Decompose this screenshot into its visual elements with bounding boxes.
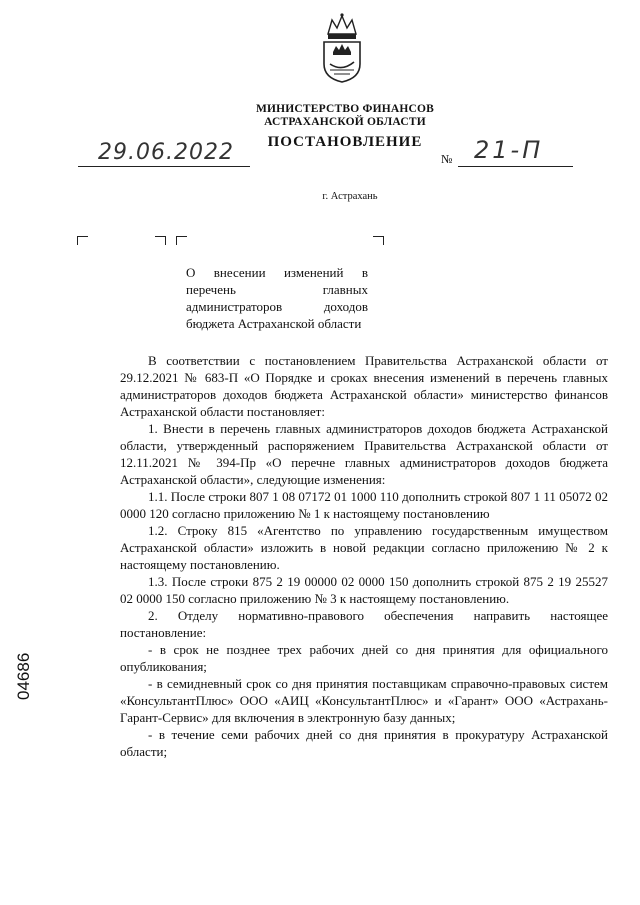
clause-1-1: 1.1. После строки 807 1 08 07172 01 1000 110 дополнить строкой 807 1 11 05072 02 0000 120 согласно приложению № 1 к настоящему постановлению xyxy=(120,489,608,521)
issuing-authority xyxy=(230,103,460,129)
clause-2-item-3: - в течение семи рабочих дней со дня принятия в прокуратуру Астраханской области; xyxy=(120,727,608,759)
document-number: 21-П xyxy=(474,136,544,164)
subject-bracket-top-left-2 xyxy=(176,236,187,245)
preamble-paragraph: В соответствии с постановлением Правительства Астраханской области от 29.12.2021 № 683-П «О Порядке и сроках внесения изменений в перечень главных администраторов доходов бюджета Астраханской области» министерство финансов Астраханской области постановляет: xyxy=(120,353,608,419)
clause-2: 2. Отделу нормативно-правового обеспечения направить настоящее постановление: xyxy=(120,608,608,640)
document-subject: О внесении изменений в перечень главных администраторов доходов бюджета Астраханской области xyxy=(186,265,368,331)
number-underline xyxy=(458,166,573,167)
clause-1: 1. Внести в перечень главных администраторов доходов бюджета Астраханской области, утвержденный распоряжением Правительства Астраханской области от 12.11.2021 № 394-Пр «О перечне главных администраторов доходов бюджета Астраханской области», следующие изменения: xyxy=(120,421,608,487)
subject-bracket-top-right-2 xyxy=(373,236,384,245)
clause-1-2: 1.2. Строку 815 «Агентство по управлению государственным имуществом Астраханской области» изложить в новой редакции согласно приложению № 2 к настоящему постановлению. xyxy=(120,523,608,572)
subject-bracket-top-left xyxy=(77,236,88,245)
ministry-line-1: МИНИСТЕРСТВО ФИНАНСОВ xyxy=(255,103,435,115)
clause-1-3: 1.3. После строки 875 2 19 00000 02 0000 150 дополнить строкой 875 2 19 25527 02 0000 150 согласно приложению № 3 к настоящему постановлению. xyxy=(120,574,608,606)
clause-2-item-1: - в срок не позднее трех рабочих дней со дня принятия для официального опубликования; xyxy=(120,642,608,674)
ministry-line-2: АСТРАХАНСКОЙ ОБЛАСТИ xyxy=(264,116,426,128)
date-underline xyxy=(78,166,250,167)
coat-of-arms-icon xyxy=(320,12,364,84)
document-date: 29.06.2022 xyxy=(98,140,234,165)
clause-2-item-2: - в семидневный срок со дня принятия поставщикам справочно-правовых систем «КонсультантПлюс» ООО «АИЦ «КонсультантПлюс» и «Гарант» ООО «Астрахань-Гарант-Сервис» для включения в электронную базу данных; xyxy=(120,676,608,725)
document-type: ПОСТАНОВЛЕНИЕ xyxy=(267,134,423,150)
margin-stamp-number: 04686 xyxy=(14,652,33,700)
document-body xyxy=(120,352,608,760)
number-sign: № xyxy=(441,152,453,166)
city-label: г. Астрахань xyxy=(322,191,378,202)
subject-bracket-top-right xyxy=(155,236,166,245)
